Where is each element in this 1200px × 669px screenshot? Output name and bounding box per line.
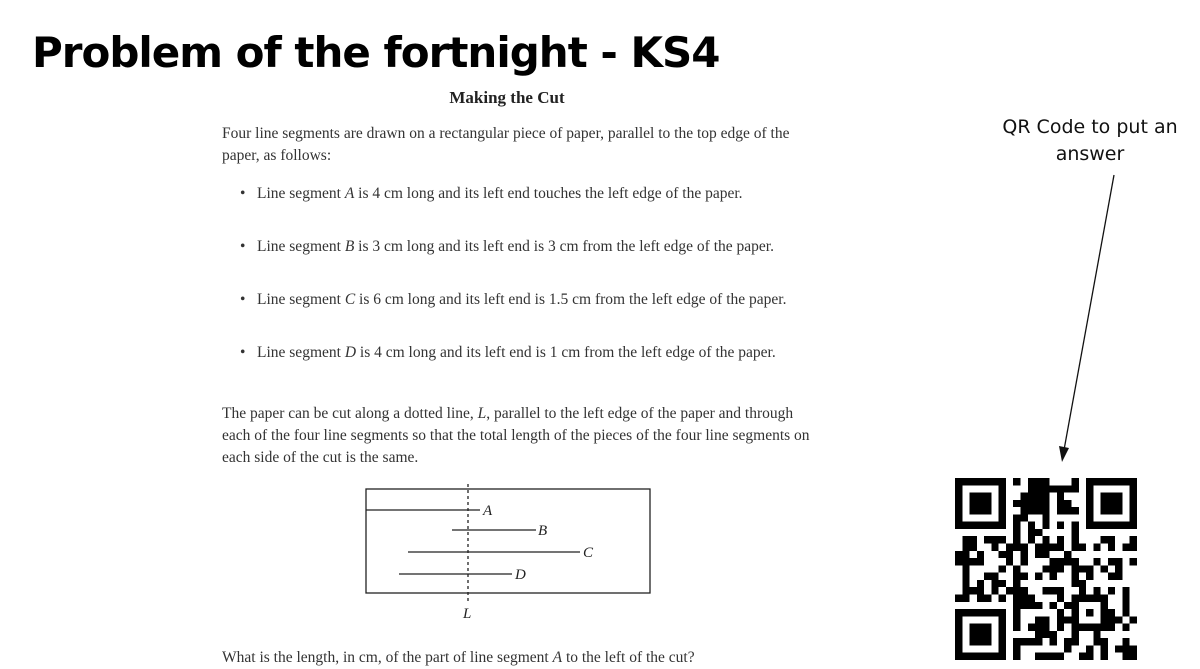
bullet-icon: •	[240, 238, 246, 255]
bullet-text: Line segment	[257, 344, 345, 361]
paper-diagram	[350, 482, 660, 622]
label-l: L	[463, 606, 472, 622]
problem-title: Making the Cut	[449, 88, 565, 107]
cut-text-part: The paper can be cut along a dotted line,	[222, 405, 478, 422]
segment-list	[240, 183, 800, 395]
bullet-text: is 6 cm long and its left end is 1.5 cm from the left edge of the paper.	[355, 291, 787, 308]
bullet-text: Line segment	[257, 291, 345, 308]
slide-title: Problem of the fortnight - KS4	[32, 28, 720, 77]
bullet-text: is 4 cm long and its left end touches the left edge of the paper.	[354, 185, 743, 202]
pointer-arrow-icon	[1050, 170, 1120, 470]
bullet-text: is 3 cm long and its left end is 3 cm from the left edge of the paper.	[354, 238, 774, 255]
segment-symbol: B	[344, 238, 355, 255]
question-symbol: A	[552, 649, 563, 666]
cut-text-part: , parallel to the left edge of the paper and through each of the four line segments so that the total length of the pieces of the four line segments on each side of the cut is the same.	[222, 405, 810, 466]
bullet-icon: •	[240, 185, 246, 202]
paper-rectangle	[366, 489, 650, 593]
label-d: D	[515, 567, 526, 583]
segment-symbol: C	[344, 291, 356, 308]
bullet-icon: •	[240, 291, 246, 308]
list-item	[240, 342, 800, 386]
list-item	[240, 236, 800, 280]
label-c: C	[583, 545, 594, 561]
question-part: What is the length, in cm, of the part of line segment	[222, 649, 553, 666]
question-text	[222, 647, 812, 669]
problem-intro: Four line segments are drawn on a rectangular piece of paper, parallel to the top edge of the paper, as follows:	[222, 125, 790, 164]
bullet-text: is 4 cm long and its left end is 1 cm from the left edge of the paper.	[356, 344, 776, 361]
bullet-icon: •	[240, 344, 246, 361]
list-item	[240, 289, 800, 333]
qr-caption: QR Code to put an answer	[1002, 116, 1178, 165]
bullet-text: Line segment	[257, 238, 345, 255]
qr-code-icon[interactable]	[955, 478, 1137, 660]
segment-symbol: D	[344, 344, 357, 361]
cut-description	[222, 403, 812, 469]
bullet-text: Line segment	[257, 185, 345, 202]
label-a: A	[483, 503, 493, 519]
label-b: B	[538, 523, 548, 539]
cut-symbol: L	[477, 405, 487, 422]
segment-symbol: A	[344, 185, 355, 202]
list-item	[240, 183, 800, 227]
question-part: to the left of the cut?	[562, 649, 695, 666]
